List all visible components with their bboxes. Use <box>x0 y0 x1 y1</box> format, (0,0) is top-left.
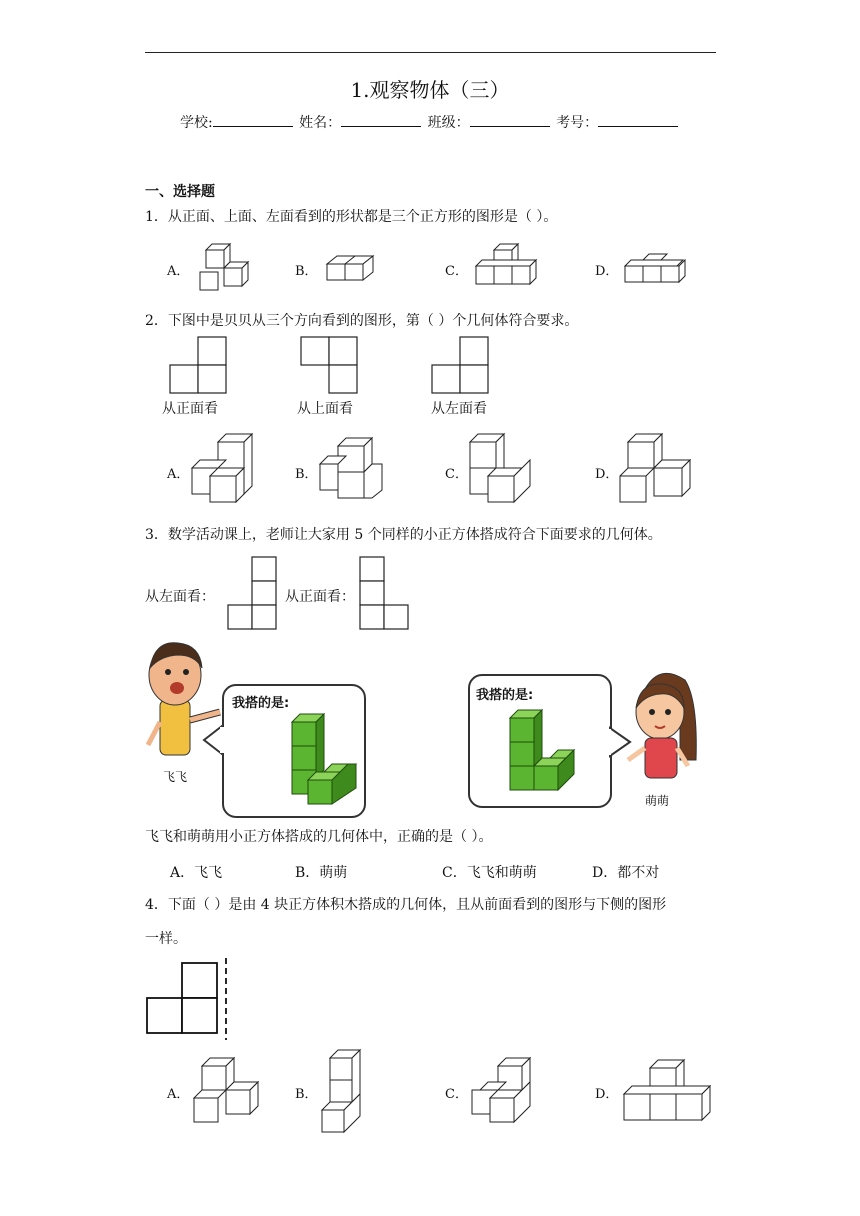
q4-figure-c[interactable] <box>472 1058 530 1122</box>
q2-left-view-caption: 从左面看 <box>431 401 487 417</box>
q3-question-line: 飞飞和萌萌用小正方体搭成的几何体中，正确的是（ ）。 <box>145 829 493 845</box>
q1-option-b-label[interactable]: B． <box>295 264 318 279</box>
q2-front-view-caption: 从正面看 <box>162 401 218 417</box>
q1-option-a-label[interactable]: A． <box>167 264 190 279</box>
section-title: 一、选择题 <box>145 184 215 200</box>
q2-option-b-label[interactable]: B． <box>295 467 318 482</box>
name-label: 姓名： <box>299 115 342 131</box>
question-4-text-line1: 4．下面（ ）是由 4 块正方体积木搭成的几何体，且从前面看到的图形与下侧的图形 <box>145 897 667 913</box>
feifei-bubble-text: 我搭的是: <box>232 696 290 711</box>
q3-child1-name: 飞飞 <box>163 770 188 784</box>
question-4-text-line2: 一样。 <box>145 931 187 947</box>
q3-front-view-label: 从正面看： <box>285 589 355 605</box>
q1-option-d-label[interactable]: D． <box>595 264 619 279</box>
school-label: 学校: <box>180 115 213 131</box>
q3-choice-b[interactable]: B．萌萌 <box>295 865 348 881</box>
q3-choice-d[interactable]: D．都不对 <box>592 865 660 881</box>
question-3-text: 3．数学活动课上，老师让大家用 5 个同样的小正方体搭成符合下面要求的几何体。 <box>145 527 662 543</box>
q4-option-c-label[interactable]: C． <box>445 1087 468 1102</box>
q4-option-b-label[interactable]: B． <box>295 1087 318 1102</box>
mengmeng-bubble-text: 我搭的是: <box>476 688 534 703</box>
q2-option-a-label[interactable]: A． <box>167 467 190 482</box>
q2-option-c-label[interactable]: C． <box>445 467 468 482</box>
q3-left-view-label: 从左面看： <box>145 589 215 605</box>
q2-top-view-caption: 从上面看 <box>297 401 353 417</box>
q2-option-d-label[interactable]: D． <box>595 467 619 482</box>
question-1-text: 1．从正面、上面、左面看到的形状都是三个正方形的图形是（ ）。 <box>145 209 558 225</box>
q3-child2-name: 萌萌 <box>645 794 670 808</box>
q4-figure-d[interactable] <box>624 1060 710 1120</box>
q4-option-d-label[interactable]: D． <box>595 1087 619 1102</box>
class-label: 班级： <box>427 115 470 131</box>
question-2-text: 2．下图中是贝贝从三个方向看到的图形，第（ ）个几何体符合要求。 <box>145 313 579 329</box>
q3-choice-a[interactable]: A．飞飞 <box>170 865 223 881</box>
q4-option-a-label[interactable]: A． <box>167 1087 190 1102</box>
page-title: 1.观察物体（三） <box>350 78 510 102</box>
q4-figure-a[interactable] <box>194 1058 258 1122</box>
q4-figure-b[interactable] <box>322 1050 360 1132</box>
q1-option-c-label[interactable]: C． <box>445 264 468 279</box>
q3-choice-c[interactable]: C．飞飞和萌萌 <box>442 865 537 881</box>
number-label: 考号： <box>556 115 599 131</box>
